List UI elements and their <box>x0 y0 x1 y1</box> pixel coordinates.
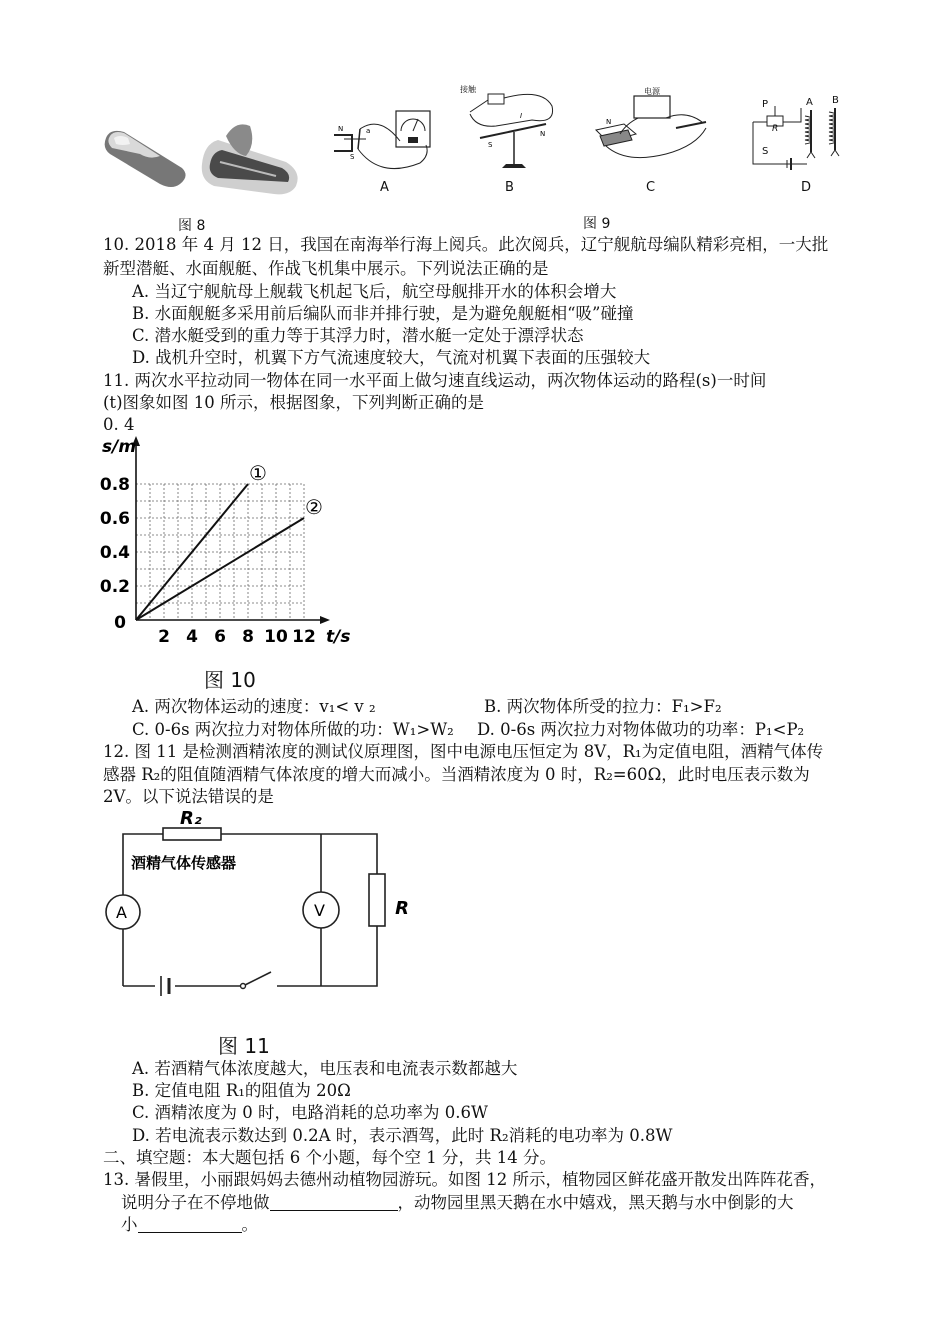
q12-option-a: A. 若酒精气体浓度越大，电压表和电流表示数都越大 <box>132 1059 518 1078</box>
q11-stem-line-2: (t)图象如图 10 所示，根据图象，下列判断正确的是 <box>103 393 484 412</box>
chart-ticks <box>100 437 351 647</box>
q10-option-d: D. 战机升空时，机翼下方气流速度较大，气流对机翼下表面的压强较大 <box>132 348 651 367</box>
figure-9-panel-c-label: C <box>646 180 656 195</box>
x-axis-arrow <box>320 616 330 624</box>
ammeter-label: A <box>116 903 127 922</box>
figure-9-panel-d-s: S <box>762 146 769 157</box>
q13-line-3: 小 。 <box>121 1215 258 1234</box>
figure-10-caption: 图 10 <box>204 668 256 692</box>
chart-axes <box>132 436 330 624</box>
origin-label: 0 <box>114 613 126 633</box>
r2-label: R₂ <box>180 808 202 829</box>
figure-9-panel-d-p: P <box>762 99 769 110</box>
series-label-1: ① <box>249 461 267 485</box>
q13-blank-2[interactable] <box>138 1216 242 1233</box>
q12-option-c: C. 酒精浓度为 0 时，电路消耗的总功率为 0.6W <box>132 1103 488 1122</box>
figure-9-panel-d-label: D <box>801 180 812 195</box>
q10-stem-line-1: 10. 2018 年 4 月 12 日，我国在南海举行海上阅兵。此次阅兵，辽宁舰航母编队精彩亮相，一大批 <box>103 235 829 254</box>
figure-11-caption: 图 11 <box>218 1034 270 1058</box>
y-axis-label: s/m <box>102 437 137 457</box>
q12-stem-line-1: 12. 图 11 是检测酒精浓度的测试仪原理图，图中电源电压恒定为 8V，R₁为定值电阻，酒精气体传 <box>103 742 824 761</box>
figure-9-panel-c <box>586 84 716 172</box>
x-tick-label: 12 <box>292 627 316 647</box>
figure-9-panel-b-text: 接触 <box>460 85 476 94</box>
svg-text:I: I <box>520 112 523 120</box>
q13-blank-1[interactable] <box>270 1194 398 1211</box>
r1-label: R <box>395 898 409 919</box>
svg-text:S: S <box>488 141 493 149</box>
x-tick-label: 4 <box>186 627 198 647</box>
q10-stem-line-2: 新型潜艇、水面舰艇、作战飞机集中展示。下列说法正确的是 <box>103 259 549 278</box>
figure-11-circuit <box>95 800 409 1010</box>
q10-option-a: A. 当辽宁舰航母上舰载飞机起飞后，航空母舰排开水的体积会增大 <box>132 282 617 301</box>
figure-9-panel-c-text: 电源 <box>644 87 660 96</box>
r2-resistor <box>163 828 221 840</box>
x-tick-label: 8 <box>242 627 254 647</box>
q10-option-c: C. 潜水艇受到的重力等于其浮力时，潜水艇一定处于漂浮状态 <box>132 326 584 345</box>
figure-9-panel-b-label: B <box>505 180 514 195</box>
chart-grid <box>136 484 304 620</box>
figure-8-caption: 图 8 <box>178 218 206 234</box>
x-axis-label: t/s <box>326 627 351 647</box>
y-tick-label: 0.2 <box>99 577 130 597</box>
q13-line-2-text-a: 说明分子在不停地做 <box>121 1193 270 1212</box>
y-tick-label: 0.8 <box>99 475 130 495</box>
q12-stem-line-3: 2V。以下说法错误的是 <box>103 787 274 806</box>
figure-9-caption: 图 9 <box>583 216 611 232</box>
x-tick-label: 6 <box>214 627 226 647</box>
figure-8-insole-image <box>100 120 190 195</box>
q11-option-d: D. 0-6s 两次拉力对物体做功的功率：P₁<P₂ <box>477 720 805 739</box>
q11-stem-line-1: 11. 两次水平拉动同一物体在同一水平面上做匀速直线运动，两次物体运动的路程(s)一时间 <box>103 371 767 390</box>
q13-line-3-text: 小 <box>121 1215 138 1234</box>
q10-option-b: B. 水面舰艇多采用前后编队而非并排行驶，是为避免舰艇相“吸”碰撞 <box>132 304 634 323</box>
svg-text:a: a <box>366 127 371 135</box>
figure-9-panel-a-label: A <box>380 180 389 195</box>
figure-9-panel-d-a: A <box>806 97 813 108</box>
y-tick-label: 0.4 <box>99 543 130 563</box>
svg-text:S: S <box>350 153 355 161</box>
q12-option-d: D. 若电流表示数达到 0.2A 时，表示酒驾，此时 R₂消耗的电功率为 0.8W <box>132 1126 673 1145</box>
voltmeter-label: V <box>314 901 325 920</box>
figure-9-panel-d <box>745 98 855 178</box>
svg-text:N: N <box>606 118 612 126</box>
x-tick-label: 2 <box>158 627 170 647</box>
q11-option-a: A. 两次物体运动的速度：v₁< v ₂ <box>132 697 376 716</box>
series-label-2: ② <box>305 495 323 519</box>
q13-line-2-text-b: ，动物园里黑天鹅在水中嬉戏，黑天鹅与水中倒影的大 <box>397 1193 794 1212</box>
svg-text:N: N <box>540 130 546 138</box>
y-tick-label: 0.6 <box>99 509 130 529</box>
x-tick-label: 10 <box>264 627 288 647</box>
q12-stem-line-2: 感器 R₂的阻值随酒精气体浓度的增大而减小。当酒精浓度为 0 时，R₂=60Ω，此时电压表示数为 <box>103 765 810 784</box>
figure-10-chart <box>100 432 370 647</box>
figure-9-panel-d-b: B <box>832 95 839 106</box>
q13-line-2 <box>121 1192 794 1214</box>
figure-8-shoe-image <box>196 114 306 204</box>
figure-9-panel-d-r: R <box>772 124 779 134</box>
r1-resistor <box>369 874 385 926</box>
q11-stray-text: 0. 4 <box>103 415 135 434</box>
q11-option-c: C. 0-6s 两次拉力对物体所做的功：W₁>W₂ <box>132 720 454 739</box>
sensor-label: 酒精气体传感器 <box>131 854 237 872</box>
svg-text:N: N <box>338 125 344 133</box>
figure-9-panel-b <box>462 84 558 176</box>
section-2-title: 二、填空题：本大题包括 6 个小题，每个空 1 分，共 14 分。 <box>103 1148 556 1167</box>
q13-line-1: 13. 暑假里，小丽跟妈妈去德州动植物园游玩。如图 12 所示，植物园区鲜花盛开散发出阵阵花香， <box>103 1170 826 1189</box>
q11-option-b: B. 两次物体所受的拉力：F₁>F₂ <box>484 697 722 716</box>
q12-option-b: B. 定值电阻 R₁的阻值为 20Ω <box>132 1081 351 1100</box>
